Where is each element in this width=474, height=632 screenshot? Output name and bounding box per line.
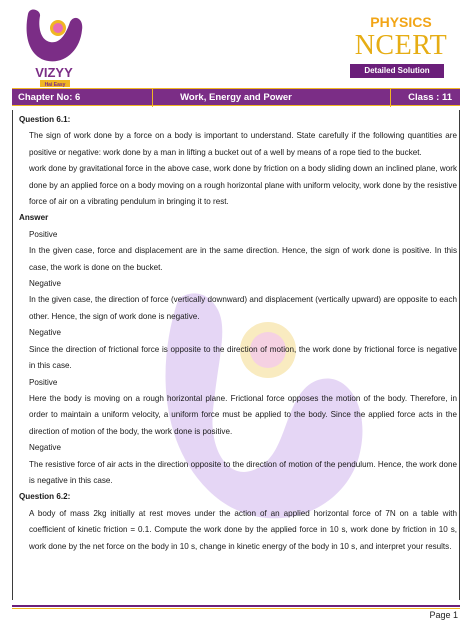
- question-label: Question 6.1:: [19, 115, 71, 124]
- footer-rule-accent: [12, 608, 460, 609]
- brand-tagline: Hai Easy: [44, 82, 66, 88]
- answer-tag: Negative: [29, 443, 61, 453]
- divider: [390, 89, 391, 107]
- question-text: work done by gravitational force in the above case, work done by friction on a body sliding down an inclined plane, work done by an applied force on a body moving on a rough horizontal plane with uniform velocity, work done by the resistive force of air on a vibrating pendulum in bringing it to rest.: [29, 164, 457, 207]
- question-label: Question 6.2:: [19, 492, 71, 502]
- answer-text: The resistive force of air acts in the direction opposite to the direction of motion of the pendulum. Hence, the work done is negative in this case.: [29, 459, 457, 485]
- brand-text: VIZYY: [35, 65, 73, 80]
- answer-label: Answer: [19, 213, 49, 223]
- answer-tag: Positive: [29, 229, 58, 239]
- series-title: NCERT: [354, 30, 448, 61]
- answer-text: In the given case, the direction of force (vertically downward) and displacement (vertically upward) are opposite to each other. Hence, the sign of work done is negative.: [29, 295, 457, 321]
- class-label: Class : 11: [408, 92, 452, 103]
- vizyy-logo: [14, 8, 94, 90]
- answer-tag: Negative: [29, 328, 61, 338]
- content-area: [12, 110, 460, 600]
- answer-text: Since the direction of frictional force is opposite to the direction of motion, the work done by frictional force is negative in this case.: [29, 344, 457, 371]
- chapter-bar: [12, 88, 460, 106]
- solution-badge: Detailed Solution: [350, 64, 444, 78]
- question-text: A body of mass 2kg initially at rest moves under the action of an applied horizontal force of 7N on a table with coefficient of kinetic friction = 0.1. Compute the work done by the applied force in 10 s, work done by friction in 10 s, work done by the net force on the body in 10 s, change in kinetic energy of the body in 10 s, and interpret your results.: [29, 508, 457, 551]
- answer-text: Here the body is moving on a rough horizontal plane. Frictional force opposes the motion of the body. Therefore, in order to maintain a uniform velocity, a uniform force must be applied to the body. Since the applied force acts in the direction of motion of the body, the work done is positive.: [29, 393, 457, 436]
- chapter-title: Work, Energy and Power: [180, 92, 292, 103]
- answer-tag: Positive: [29, 377, 58, 387]
- chapter-number: Chapter No: 6: [18, 92, 81, 103]
- question-text: The sign of work done by a force on a body is important to understand. State carefully if the following quantities are positive or negative: work done by a man in lifting a bucket out of a well by means of a rope tied to the bucket.: [29, 131, 457, 157]
- footer-rule: [12, 605, 460, 607]
- answer-text: In the given case, force and displacement are in the same direction. Hence, the sign of work done is positive. In this case, the work is done on the bucket.: [29, 246, 457, 272]
- subject-title: PHYSICS: [370, 14, 432, 30]
- answer-tag: Negative: [29, 279, 61, 289]
- page-number: Page 1: [429, 610, 458, 620]
